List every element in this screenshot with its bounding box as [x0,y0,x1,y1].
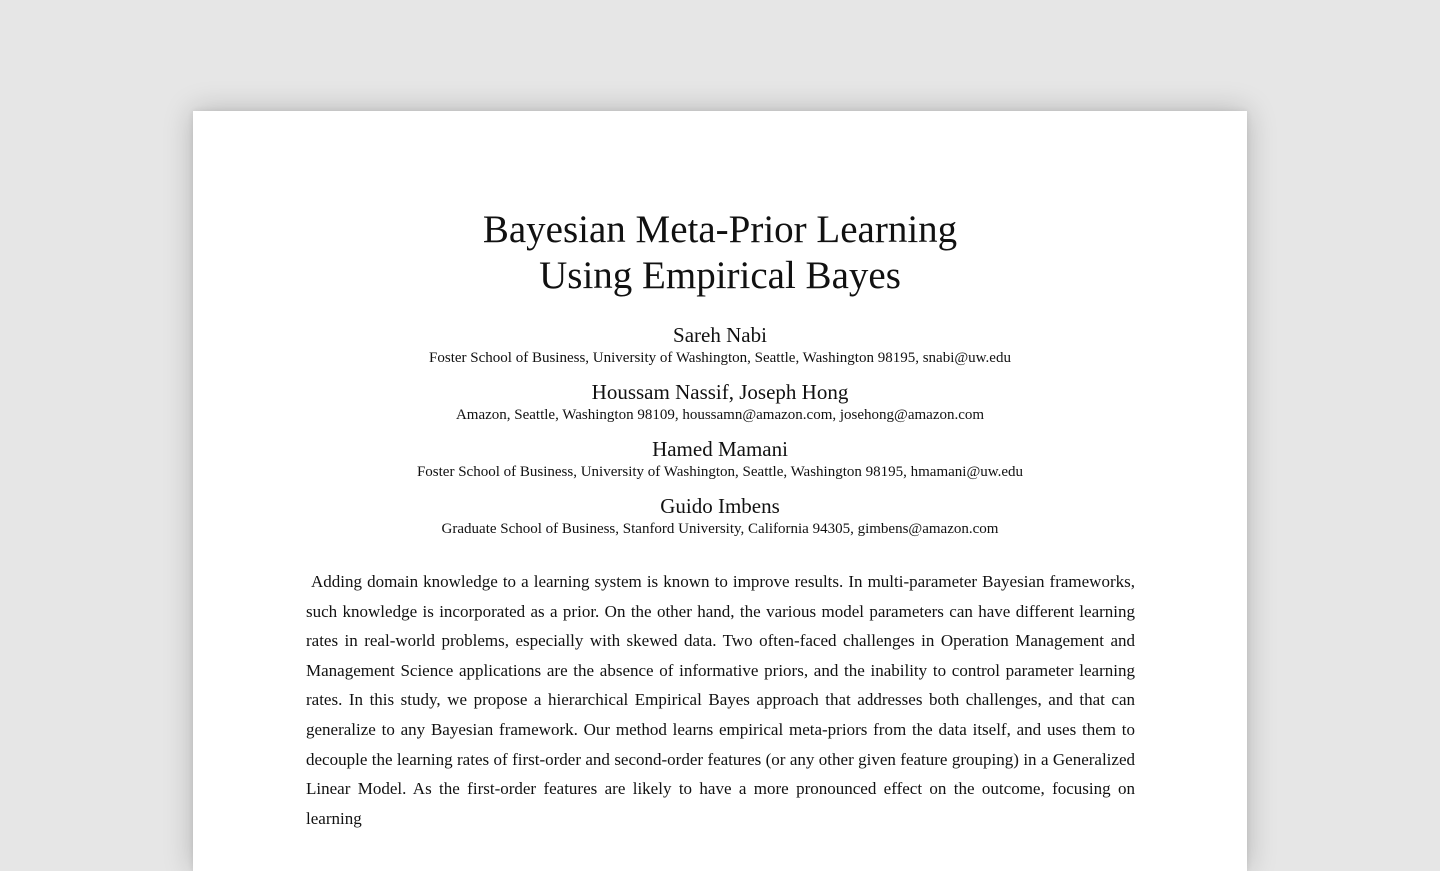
paper-title [193,207,1247,299]
author-block [193,437,1247,494]
author-block [193,380,1247,437]
author-affiliation: Foster School of Business, University of Washington, Seattle, Washington 98195, snabi@uw.edu [429,350,1011,366]
title-line-2: Using Empirical Bayes [539,254,901,297]
author-affiliation: Amazon, Seattle, Washington 98109, houssamn@amazon.com, josehong@amazon.com [455,407,985,423]
author-block [193,323,1247,380]
title-line-1: Bayesian Meta-Prior Learning [482,208,958,251]
author-affiliation: Foster School of Business, University of Washington, Seattle, Washington 98195, hmamani@uw.edu [416,464,1024,480]
author-block [193,494,1247,551]
author-name: Guido Imbens [660,494,780,518]
author-name: Houssam Nassif, Joseph Hong [591,380,849,404]
author-name: Hamed Mamani [652,437,788,461]
author-affiliation: Graduate School of Business, Stanford University, California 94305, gimbens@amazon.com [441,521,999,537]
abstract-text: Adding domain knowledge to a learning system is known to improve results. In multi-parameter Bayesian frameworks, such knowledge is incorporated as a prior. On the other hand, the various model parameters can have different learning rates in real-world problems, especially with skewed data. Two often-faced challenges in Operation Management and Management Science applications are the absence of informative priors, and the inability to control parameter learning rates. In this study, we propose a hierarchical Empirical Bayes approach that addresses both challenges, and that can generalize to any Bayesian framework. Our method learns empirical meta-priors from the data itself, and uses them to decouple the learning rates of first-order and second-order features (or any other given feature grouping) in a Generalized Linear Model. As the first-order features are likely to have a more pronounced effect on the outcome, focusing on learning [306,572,1135,828]
paper-page [193,111,1247,871]
author-list [193,323,1247,551]
author-name: Sareh Nabi [673,323,767,347]
